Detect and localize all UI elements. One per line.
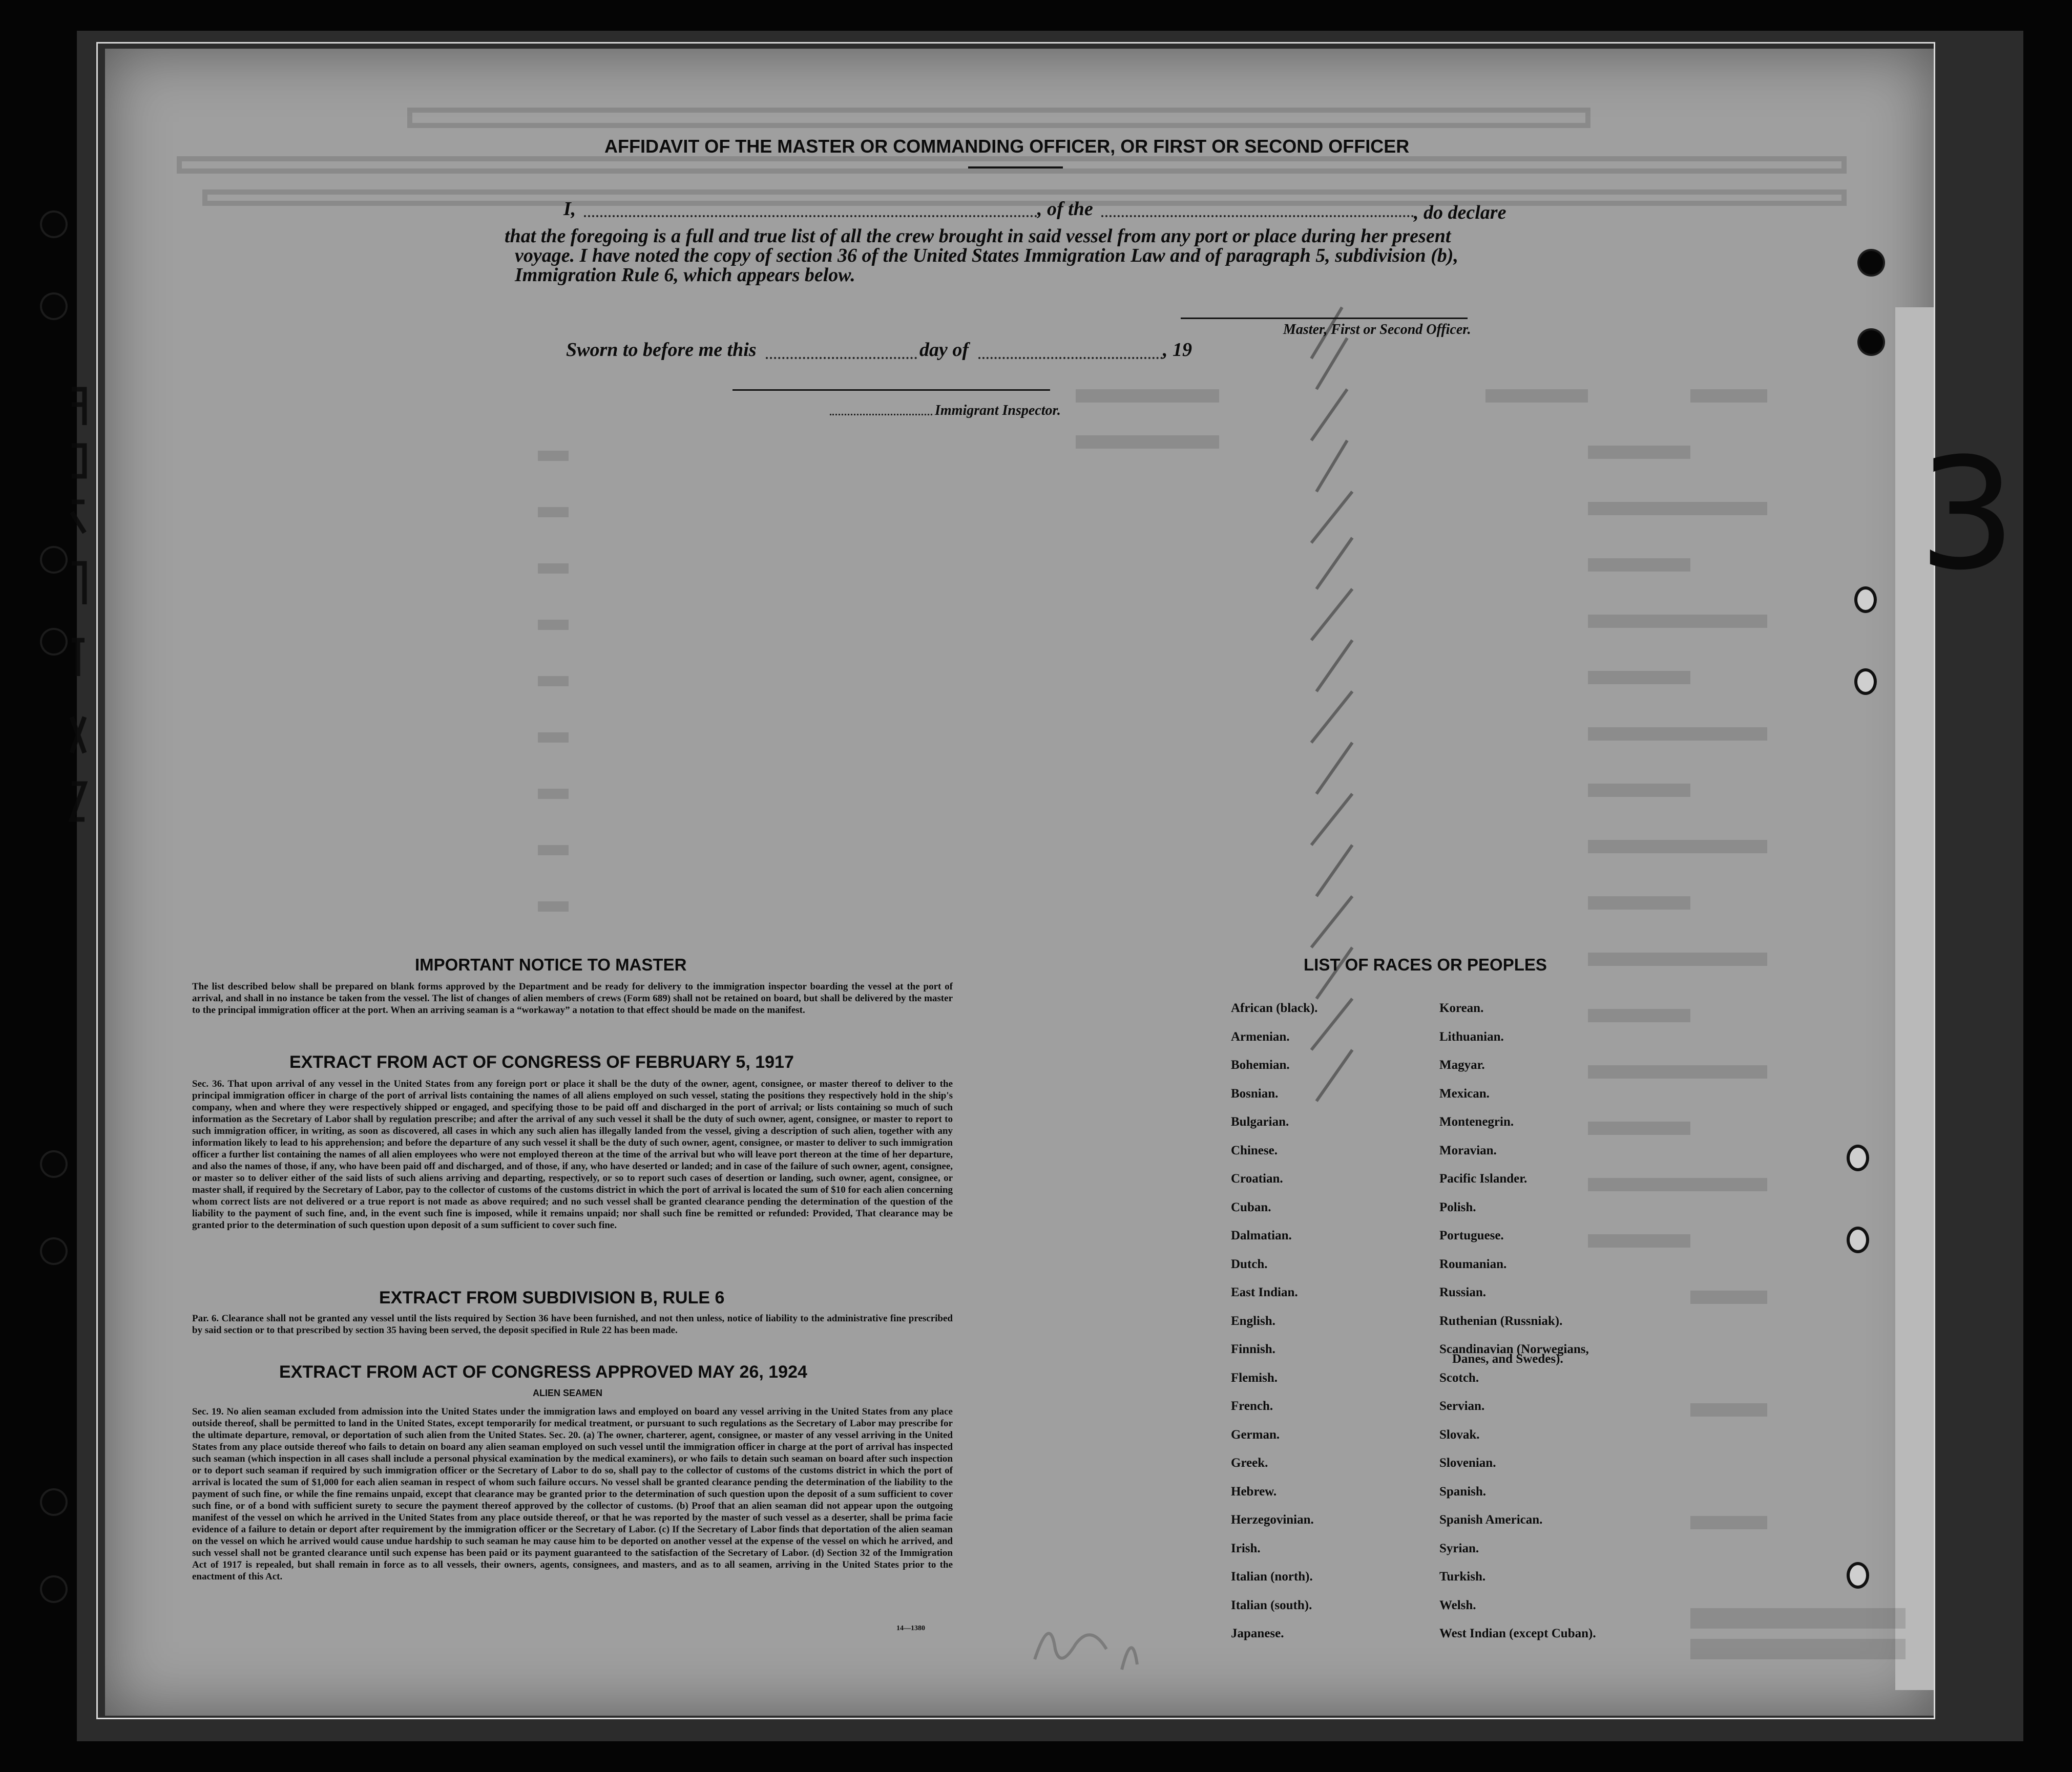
binder-hole bbox=[42, 548, 66, 572]
race-item: Pacific Islander. bbox=[1439, 1172, 1527, 1186]
race-item: Welsh. bbox=[1439, 1598, 1476, 1612]
race-item: Ruthenian (Russniak). bbox=[1439, 1314, 1563, 1328]
race-continuation: Danes, and Swedes). bbox=[1452, 1352, 1563, 1366]
binder-hole bbox=[1859, 251, 1883, 275]
race-item: Finnish. bbox=[1231, 1342, 1275, 1356]
affidavit-declare: , do declare bbox=[1414, 202, 1506, 223]
handwritten-page-number: 3 bbox=[1918, 425, 2016, 604]
race-item: Russian. bbox=[1439, 1285, 1487, 1299]
inspector-dots bbox=[830, 414, 932, 415]
sworn-year: , 19 bbox=[1163, 339, 1192, 361]
master-caption: Master, First or Second Officer. bbox=[1283, 322, 1471, 337]
race-item: Chinese. bbox=[1231, 1143, 1278, 1157]
extract-1917-title: EXTRACT FROM ACT OF CONGRESS OF FEBRUARY 5, 1917 bbox=[289, 1052, 794, 1072]
race-item: Slovak. bbox=[1439, 1427, 1480, 1442]
notice-title: IMPORTANT NOTICE TO MASTER bbox=[415, 955, 687, 974]
race-item: Bosnian. bbox=[1231, 1086, 1279, 1101]
binder-hole bbox=[1859, 330, 1883, 354]
binder-ring bbox=[1854, 586, 1877, 613]
race-item: Italian (north). bbox=[1231, 1570, 1313, 1584]
extract-1917-text: Sec. 36. That upon arrival of any vessel in the United States from any foreign port or place it shall be the duty of the owner, agent, consignee, or master thereof to deliver to the principal immigration officer in charge of the port of arrival lists containing the names of all aliens employed on such vessel, stating the positions they respectively hold in the ship's company, when and where they were respectively shipped or engaged, and specifying those to be paid off and discharged in the port of arrival; or lists containing so much of such information as the Secretary of Labor shall by regulation prescribe; and after the arrival of any such vessel it shall be the duty of such owner, agent, consignee, or master to report to such immigration officer, in writing, as soon as discovered, all cases in which any such alien has illegally landed from the vessel, giving a description of such alien, together with any information likely to lead to his apprehension; and before the departure of any such vessel it shall be the duty of such owner, agent, consignee, or master to deliver to such immigration officer a further list containing the names of all alien employees who were not employed thereon at the time of the arrival but who will leave port thereon at the time of her departure, and also the names of those, if any, who have been paid off and discharged, and of those, if any, who have deserted or landed; and in case of the failure of such owner, agent, consignee, or master so to deliver either of the said lists of such aliens arriving and departing, respectively, or so to report such cases of desertion or landing, such owner, agent, consignee, or master shall, if required by the Secretary of Labor, pay to the collector of customs of the customs district in which the port of arrival is located the sum of $10 for each alien concerning whom correct lists are not delivered or a true report is not made as above required; and no such vessel shall be granted clearance pending the determination of the question of the liability to the payment of such fine, and, in the event such fine is imposed, while it remains unpaid; nor shall such fine be remitted or refunded: Provided, That clearance may be granted prior to the determination of such question upon deposit of a sum sufficient to cover such fine. bbox=[192, 1079, 953, 1231]
race-item: German. bbox=[1231, 1427, 1280, 1442]
sworn-month-field bbox=[978, 357, 1163, 359]
race-item: Flemish. bbox=[1231, 1370, 1278, 1385]
form-number: 14—1380 bbox=[896, 1625, 925, 1632]
race-item: Lithuanian. bbox=[1439, 1029, 1504, 1044]
inspector-signature-line bbox=[732, 389, 1050, 391]
vessel-name-field bbox=[1101, 215, 1414, 217]
extract-1924-title: EXTRACT FROM ACT OF CONGRESS APPROVED MAY 26, 1924 bbox=[279, 1362, 807, 1382]
race-item: Magyar. bbox=[1439, 1058, 1485, 1072]
race-item: Polish. bbox=[1439, 1200, 1476, 1214]
race-item: French. bbox=[1231, 1399, 1273, 1413]
binder-hole bbox=[42, 1152, 66, 1176]
affidavit-line-2: that the foregoing is a full and true list of all the crew brought in said vessel from any port or place during her present bbox=[505, 225, 1451, 247]
binder-hole bbox=[42, 294, 66, 318]
race-item: Spanish American. bbox=[1439, 1513, 1543, 1527]
affidavit-of-the: , of the bbox=[1037, 198, 1093, 220]
sworn-day-field bbox=[766, 357, 917, 359]
race-item: Mexican. bbox=[1439, 1086, 1490, 1101]
race-item: English. bbox=[1231, 1314, 1275, 1328]
binder-ring bbox=[1847, 1145, 1869, 1171]
race-item: Greek. bbox=[1231, 1456, 1268, 1470]
race-item: Cuban. bbox=[1231, 1200, 1271, 1214]
sworn-prefix: Sworn to before me this bbox=[566, 339, 757, 361]
race-item: Scandinavian (Norwegians, bbox=[1439, 1342, 1589, 1356]
affidavit-i: I, bbox=[563, 198, 576, 220]
race-item: Turkish. bbox=[1439, 1570, 1486, 1584]
extract-rule6-text: Par. 6. Clearance shall not be granted any vessel until the lists required by Section 36 have been furnished, and not then unless, notice of liability to the administrative fine prescribed by said section or to that prescribed by section 35 having been served, the deposit specified in Rule 22 has been made. bbox=[192, 1313, 953, 1336]
races-title: LIST OF RACES OR PEOPLES bbox=[1304, 955, 1547, 974]
sworn-day-of: day of bbox=[919, 339, 969, 361]
race-item: Japanese. bbox=[1231, 1627, 1284, 1640]
race-item: Roumanian. bbox=[1439, 1257, 1507, 1271]
affidavit-rule bbox=[968, 166, 1063, 168]
extract-rule6-title: EXTRACT FROM SUBDIVISION B, RULE 6 bbox=[379, 1288, 725, 1307]
race-item: Italian (south). bbox=[1231, 1598, 1312, 1612]
binder-hole bbox=[42, 213, 66, 236]
race-item: Dutch. bbox=[1231, 1257, 1268, 1271]
race-item: Scotch. bbox=[1439, 1370, 1479, 1385]
race-item: Slovenian. bbox=[1439, 1456, 1496, 1470]
affidavit-line-4: Immigration Rule 6, which appears below. bbox=[515, 264, 855, 286]
extract-1924-subtitle: ALIEN SEAMEN bbox=[533, 1388, 603, 1398]
race-item: Montenegrin. bbox=[1439, 1115, 1514, 1129]
inspector-caption: Immigrant Inspector. bbox=[935, 403, 1061, 418]
race-item: Syrian. bbox=[1439, 1541, 1479, 1555]
binder-ring bbox=[1854, 668, 1877, 695]
binder-hole bbox=[42, 1490, 66, 1514]
race-item: Irish. bbox=[1231, 1541, 1261, 1555]
race-item: Servian. bbox=[1439, 1399, 1485, 1413]
extract-1924-text: Sec. 19. No alien seaman excluded from admission into the United States under the immigration laws and employed on board any vessel arriving in the United States from any place outside thereof, shall be permitted to land in the United States, except temporarily for medical treatment, or pursuant to such regulations as the Secretary of Labor may prescribe for the ultimate departure, removal, or deportation of such alien from the United States. Sec. 20. (a) The owner, charterer, agent, consignee, or master of any vessel arriving in the United States from any place outside thereof who fails to detain on board any alien seaman employed on such vessel until the immigration officer in charge at the port of arrival has inspected such seaman (which inspection in all cases shall include a personal physical examination by the medical examiners), or who fails to detain such seaman on board after such inspection or to deport such seaman if required by such immigration officer or the Secretary of Labor to do so, shall pay to the collector of customs of the customs district in which the port of arrival is located the sum of $1,000 for each alien seaman in respect of whom such failure occurs. No vessel shall be granted clearance pending the determination of the liability to the payment of such fine, or while the fine remains unpaid, except that clearance may be granted prior to the determination of such question upon the deposit of a sum sufficient to cover such fine, or of a bond with sufficient surety to secure the payment thereof approved by the collector of customs. (b) Proof that an alien seaman did not appear upon the outgoing manifest of the vessel on which he arrived in the United States from any place outside thereof, or that he was reported by the master of such vessel as a deserter, shall be prima facie evidence of a failure to detain or deport after requirement by the immigration officer or the Secretary of Labor. (c) If the Secretary of Labor finds that deportation of the alien seaman on the vessel on which he arrived would cause undue hardship to such seaman he may cause him to be deported on another vessel at the expense of the vessel on which he arrived, and such vessel shall not be granted clearance until such expense has been paid or its payment guaranteed to the satisfaction of the Secretary of Labor. (d) Section 32 of the Immigration Act of 1917 is repealed, but shall remain in force as to all vessels, their owners, agents, consignees, and masters, and as to all seamen, arriving in the United States prior to the enactment of this Act. bbox=[192, 1406, 953, 1582]
race-item: East Indian. bbox=[1231, 1285, 1298, 1299]
affidavit-title: AFFIDAVIT OF THE MASTER OR COMMANDING OFFICER, OR FIRST OR SECOND OFFICER bbox=[604, 136, 1410, 157]
binder-hole bbox=[42, 1577, 66, 1601]
binder-hole bbox=[42, 1239, 66, 1263]
race-item: Armenian. bbox=[1231, 1029, 1290, 1044]
race-item: Bohemian. bbox=[1231, 1058, 1290, 1072]
notice-text: The list described below shall be prepared on blank forms approved by the Department and be ready for delivery to the immigration inspector boarding the vessel at the port of arrival, and shall in no instance be taken from the vessel. The list of changes of alien members of crews (Form 689) shall not be retained on board, but shall be delivered by the master to the principal immigration officer at the port. When an arriving seaman is a “workaway” a notation to that effect should be made on the manifest. bbox=[192, 981, 953, 1016]
race-item: West Indian (except Cuban). bbox=[1439, 1627, 1596, 1640]
binder-hole bbox=[42, 630, 66, 653]
race-item: African (black). bbox=[1231, 1001, 1318, 1015]
race-item: Croatian. bbox=[1231, 1172, 1283, 1186]
race-item: Hebrew. bbox=[1231, 1484, 1277, 1499]
binder-ring bbox=[1847, 1562, 1869, 1589]
race-item: Bulgarian. bbox=[1231, 1115, 1289, 1129]
master-name-field bbox=[584, 215, 1037, 217]
binder-ring bbox=[1847, 1227, 1869, 1253]
affidavit-line-3: voyage. I have noted the copy of section 36 of the United States Immigration Law and of paragraph 5, subdivision (b), bbox=[515, 245, 1458, 266]
race-item: Dalmatian. bbox=[1231, 1229, 1292, 1242]
race-item: Spanish. bbox=[1439, 1484, 1487, 1499]
race-item: Herzegovinian. bbox=[1231, 1513, 1314, 1527]
race-item: Moravian. bbox=[1439, 1143, 1497, 1157]
master-signature-line bbox=[1181, 318, 1468, 319]
race-item: Portuguese. bbox=[1439, 1229, 1504, 1242]
race-item: Korean. bbox=[1439, 1001, 1484, 1015]
